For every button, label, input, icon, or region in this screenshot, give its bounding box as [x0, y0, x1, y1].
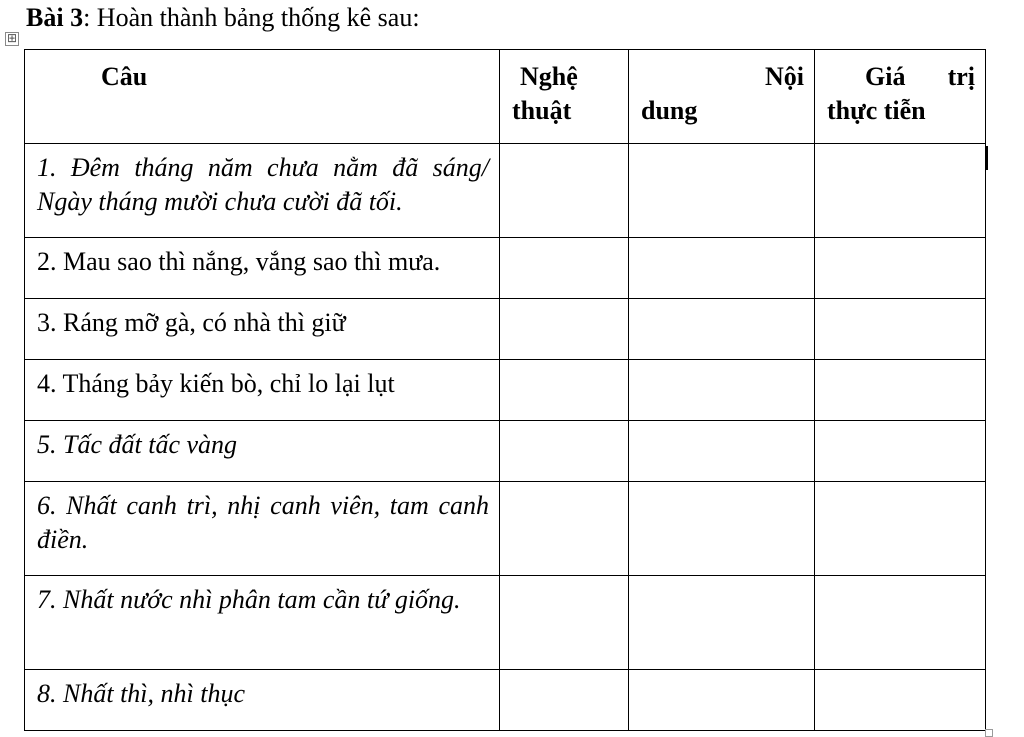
row-3-gia-tri-cell[interactable]: [815, 299, 986, 360]
row-4-text: 4. Tháng bảy kiến bò, chỉ lo lại lụt: [37, 369, 395, 398]
row-7-gia-tri-cell[interactable]: [815, 576, 986, 670]
row-2-noi-dung-cell[interactable]: [629, 238, 815, 299]
table-row: [25, 421, 986, 482]
table-row: [25, 670, 986, 731]
row-6-noi-dung-cell[interactable]: [629, 482, 815, 576]
table-row: [25, 360, 986, 421]
row-8-cau-cell[interactable]: [25, 670, 500, 731]
exercise-heading: [26, 3, 420, 33]
header-gia-tri-line1: Giá trị: [865, 62, 975, 91]
row-4-gia-tri-cell[interactable]: [815, 360, 986, 421]
row-4-nghe-thuat-cell[interactable]: [500, 360, 629, 421]
header-cau-label: Câu: [101, 62, 148, 91]
row-1-text: 1. Đêm tháng năm chưa nằm đã sáng/ Ngày tháng mười chưa cười đã tối.: [37, 153, 489, 216]
row-2-gia-tri-cell[interactable]: [815, 238, 986, 299]
row-3-cau-cell[interactable]: [25, 299, 500, 360]
row-5-text: 5. Tấc đất tấc vàng: [37, 430, 238, 459]
header-cau[interactable]: [25, 50, 500, 144]
header-noi-dung[interactable]: [629, 50, 815, 144]
row-5-gia-tri-cell[interactable]: [815, 421, 986, 482]
table-row: [25, 482, 986, 576]
row-4-noi-dung-cell[interactable]: [629, 360, 815, 421]
text-cursor: [986, 146, 988, 170]
row-6-nghe-thuat-cell[interactable]: [500, 482, 629, 576]
row-7-text: 7. Nhất nước nhì phân tam cần tứ giống.: [37, 585, 461, 614]
row-6-text: 6. Nhất canh trì, nhị canh viên, tam canh điền.: [37, 491, 489, 554]
table-row: [25, 299, 986, 360]
row-2-text: 2. Mau sao thì nắng, vắng sao thì mưa.: [37, 247, 441, 276]
table-row: [25, 576, 986, 670]
row-5-cau-cell[interactable]: [25, 421, 500, 482]
row-8-noi-dung-cell[interactable]: [629, 670, 815, 731]
row-1-nghe-thuat-cell[interactable]: [500, 144, 629, 238]
header-nghe-thuat-line2: thuật: [512, 96, 572, 125]
table-move-handle-icon[interactable]: ⊞: [6, 31, 18, 45]
row-1-noi-dung-cell[interactable]: [629, 144, 815, 238]
statistics-table: [24, 49, 986, 731]
row-2-cau-cell[interactable]: [25, 238, 500, 299]
header-nghe-thuat-line1: Nghệ: [520, 62, 578, 91]
row-5-noi-dung-cell[interactable]: [629, 421, 815, 482]
row-1-cau-cell[interactable]: [25, 144, 500, 238]
exercise-label: Bài 3: [26, 3, 84, 32]
row-8-text: 8. Nhất thì, nhì thục: [37, 679, 245, 708]
row-1-gia-tri-cell[interactable]: [815, 144, 986, 238]
table-resize-handle[interactable]: [985, 729, 993, 737]
row-3-noi-dung-cell[interactable]: [629, 299, 815, 360]
table-row: [25, 144, 986, 238]
row-7-noi-dung-cell[interactable]: [629, 576, 815, 670]
row-3-nghe-thuat-cell[interactable]: [500, 299, 629, 360]
header-gia-tri-line2: thực tiễn: [827, 96, 926, 125]
row-7-cau-cell[interactable]: [25, 576, 500, 670]
row-7-nghe-thuat-cell[interactable]: [500, 576, 629, 670]
row-8-gia-tri-cell[interactable]: [815, 670, 986, 731]
header-gia-tri[interactable]: [815, 50, 986, 144]
row-6-gia-tri-cell[interactable]: [815, 482, 986, 576]
header-noi-dung-line1: Nội: [765, 62, 804, 91]
row-4-cau-cell[interactable]: [25, 360, 500, 421]
row-6-cau-cell[interactable]: [25, 482, 500, 576]
header-nghe-thuat[interactable]: [500, 50, 629, 144]
row-3-text: 3. Ráng mỡ gà, có nhà thì giữ: [37, 308, 346, 337]
row-5-nghe-thuat-cell[interactable]: [500, 421, 629, 482]
exercise-instruction: : Hoàn thành bảng thống kê sau:: [83, 3, 420, 32]
row-8-nghe-thuat-cell[interactable]: [500, 670, 629, 731]
header-noi-dung-line2: dung: [641, 96, 698, 125]
table-row: [25, 238, 986, 299]
table-header-row: [25, 50, 986, 144]
row-2-nghe-thuat-cell[interactable]: [500, 238, 629, 299]
